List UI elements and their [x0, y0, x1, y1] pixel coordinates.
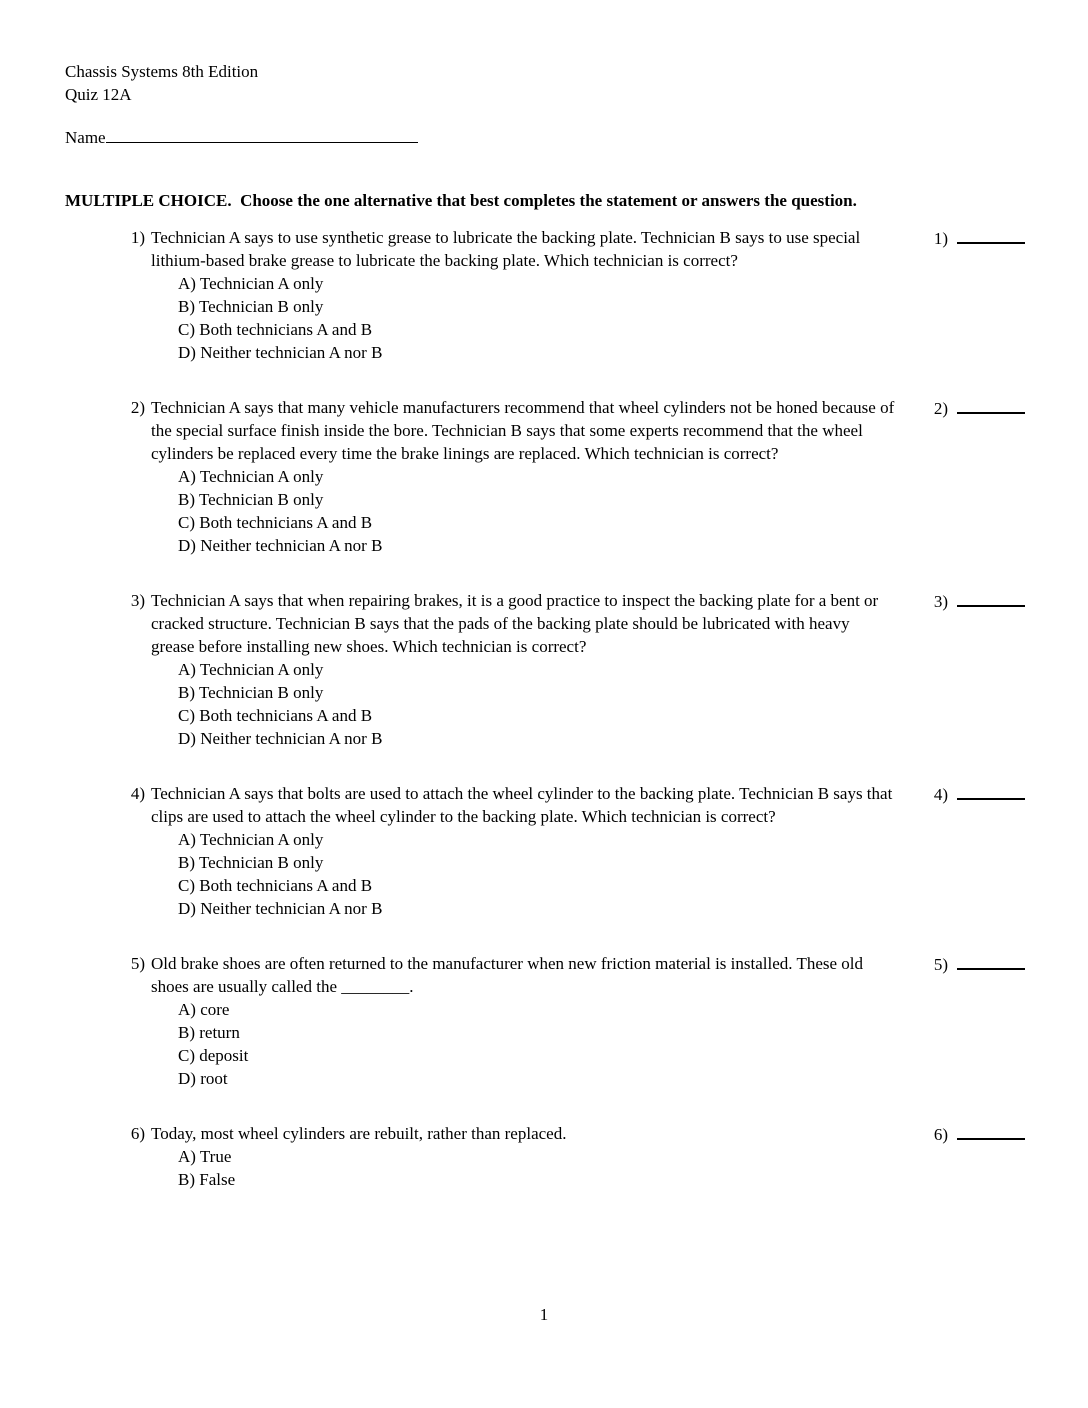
question-text: Technician A says that when repairing brakes, it is a good practice to inspect the backing plate for a bent or cracked structure. Technician B says that the pads of the backing plate should be lubricated with heavy grease before installing new shoes. Which technician is correct? — [151, 590, 879, 656]
option-d: D) Neither technician A nor B — [178, 728, 383, 748]
answer-slot — [934, 782, 1025, 806]
question-1 — [123, 226, 1025, 364]
question-4 — [123, 782, 1025, 920]
option-c: C) Both technicians A and B — [178, 512, 373, 532]
answer-blank-line — [957, 226, 1025, 244]
answer-number: 4) — [933, 784, 948, 804]
question-3 — [123, 589, 1025, 750]
option-d: D) Neither technician A nor B — [178, 898, 383, 918]
option-c: C) deposit — [178, 1045, 249, 1065]
option-c: C) Both technicians A and B — [178, 319, 373, 339]
question-number: 6) — [130, 1123, 145, 1143]
answer-blank-line — [957, 589, 1025, 607]
option-a: A) Technician A only — [178, 466, 324, 486]
question-body — [151, 952, 896, 1090]
answer-number: 5) — [933, 954, 948, 974]
question-text: Technician A says to use synthetic grease to lubricate the backing plate. Technician B says to use special lithium-based brake grease to lubricate the backing plate. Which technician is correct? — [151, 227, 861, 270]
answer-number: 1) — [933, 228, 948, 248]
option-b: B) Technician B only — [178, 489, 324, 509]
option-d: D) root — [178, 1068, 228, 1088]
option-c: C) Both technicians A and B — [178, 705, 373, 725]
question-2 — [123, 396, 1025, 557]
question-text: Technician A says that many vehicle manufacturers recommend that wheel cylinders not be honed because of the special surface finish inside the bore. Technician B says that some experts recommend that the wheel cylinders be replaced every time the brake linings are replaced. Which technician is correct? — [151, 397, 895, 463]
answer-slot — [934, 226, 1025, 250]
option-d: D) Neither technician A nor B — [178, 342, 383, 362]
question-body — [151, 396, 896, 557]
question-5 — [123, 952, 1025, 1090]
option-a: A) Technician A only — [178, 273, 324, 293]
question-options — [151, 465, 896, 557]
option-a: A) Technician A only — [178, 829, 324, 849]
question-body — [151, 226, 896, 364]
question-number: 3) — [130, 590, 145, 610]
question-6 — [123, 1122, 1025, 1191]
document-title: Chassis Systems 8th Edition — [65, 62, 259, 81]
name-row — [65, 125, 1025, 149]
document-subtitle: Quiz 12A — [65, 85, 132, 104]
answer-number: 6) — [933, 1124, 948, 1144]
question-text: Old brake shoes are often returned to the manufacturer when new friction material is installed. These old shoes are usually called the ________. — [151, 953, 864, 996]
answer-blank-line — [957, 1122, 1025, 1140]
answer-slot — [934, 396, 1025, 420]
question-body — [151, 589, 896, 750]
question-number: 1) — [130, 227, 145, 247]
question-body — [151, 782, 896, 920]
option-b: B) Technician B only — [178, 852, 324, 872]
option-b: B) Technician B only — [178, 296, 324, 316]
answer-number: 2) — [933, 398, 948, 418]
option-c: C) Both technicians A and B — [178, 875, 373, 895]
questions-list — [65, 226, 1025, 1191]
question-text: Technician A says that bolts are used to attach the wheel cylinder to the backing plate. Technician B says that clips are used to attach the wheel cylinder to the backing plate. Which technician is correct? — [151, 783, 893, 826]
answer-blank-line — [957, 396, 1025, 414]
question-text: Today, most wheel cylinders are rebuilt, rather than replaced. — [151, 1123, 567, 1143]
name-blank-line — [106, 125, 418, 143]
answer-slot — [934, 952, 1025, 976]
question-options — [151, 272, 896, 364]
answer-blank-line — [957, 782, 1025, 800]
question-body — [151, 1122, 896, 1191]
option-a: A) True — [178, 1146, 232, 1166]
question-options — [151, 658, 896, 750]
question-number: 5) — [130, 953, 145, 973]
answer-number: 3) — [933, 591, 948, 611]
option-d: D) Neither technician A nor B — [178, 535, 383, 555]
answer-slot — [934, 589, 1025, 613]
question-options — [151, 828, 896, 920]
option-a: A) Technician A only — [178, 659, 324, 679]
question-options — [151, 1145, 896, 1191]
option-b: B) False — [178, 1169, 236, 1189]
question-number: 2) — [130, 397, 145, 417]
instructions-text: MULTIPLE CHOICE. Choose the one alternative that best completes the statement or answers the question. — [65, 190, 857, 210]
option-b: B) Technician B only — [178, 682, 324, 702]
answer-blank-line — [957, 952, 1025, 970]
option-a: A) core — [178, 999, 230, 1019]
page-number: 1 — [539, 1305, 549, 1324]
question-options — [151, 998, 896, 1090]
question-number: 4) — [130, 783, 145, 803]
name-label: Name — [65, 127, 106, 147]
option-b: B) return — [178, 1022, 240, 1042]
answer-slot — [934, 1122, 1025, 1146]
